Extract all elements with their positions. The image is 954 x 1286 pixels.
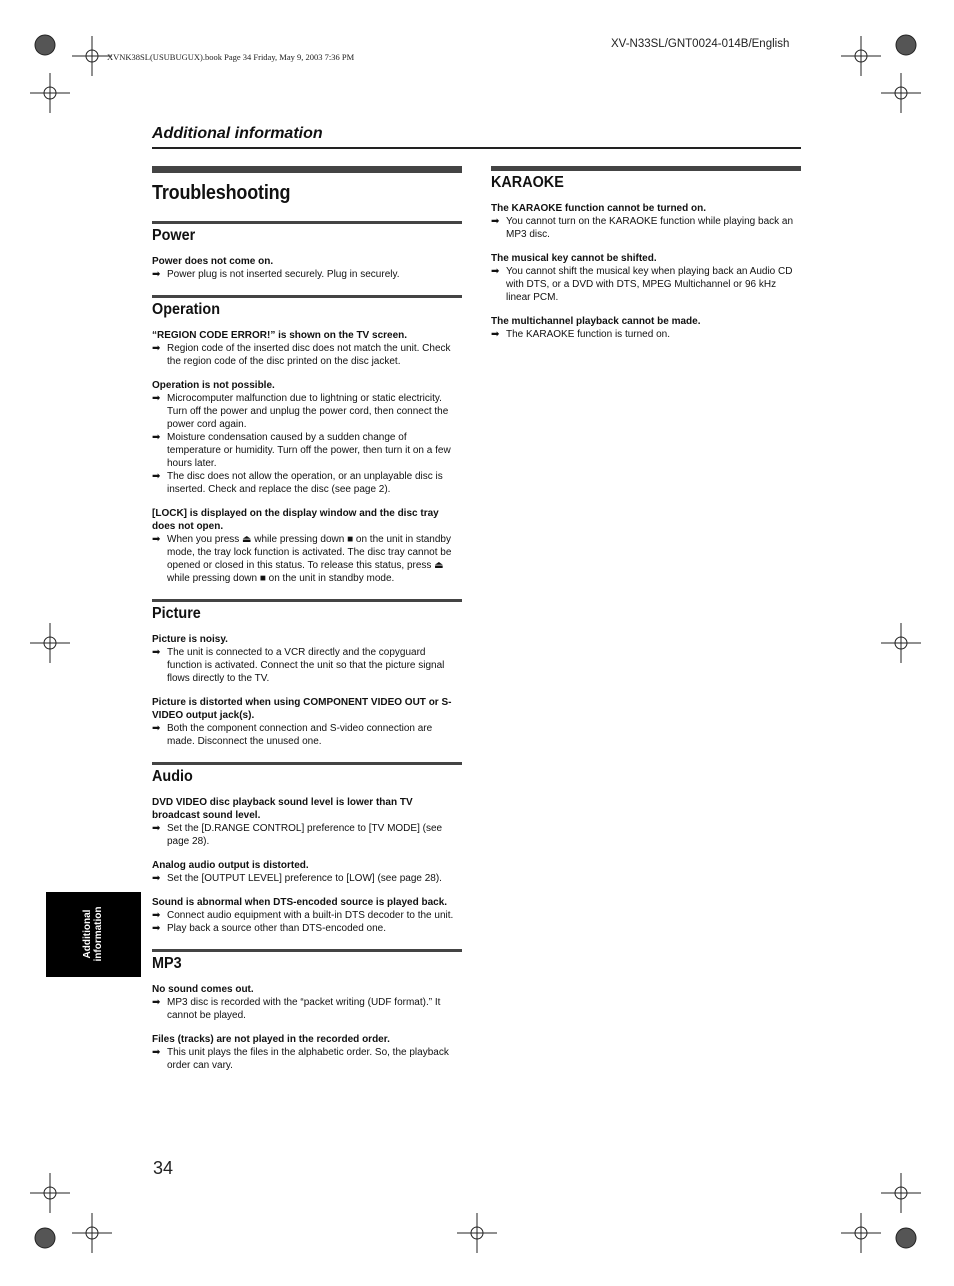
remedy-text: Play back a source other than DTS-encoded one. [167,923,387,934]
symptom-text: Operation is not possible. [152,380,275,391]
document-code: XV-N33SL/GNT0024-014B/English [611,38,790,50]
remedy-text: When you press ⏏ while pressing down ■ on the unit in standby mode, the tray lock function is activated. The disc tray cannot be opened or closed in this status. To release this status, press ⏏ while pressing down ■ on the unit in standby mode. [167,534,452,584]
symptom-text: Sound is abnormal when DTS-encoded source is played back. [152,897,448,908]
troubleshooting-item [491,315,801,341]
title-bar [152,166,462,173]
section-heading: Power [152,227,196,244]
symptom-text: No sound comes out. [152,984,254,995]
remedy-text: Set the [D.RANGE CONTROL] preference to [TV MODE] (see page 28). [167,823,443,847]
arrow-right-icon: ➡ [152,647,161,658]
troubleshooting-item [152,696,462,748]
section-rule [152,949,462,952]
arrow-right-icon: ➡ [152,923,161,934]
symptom-text: “REGION CODE ERROR!” is shown on the TV screen. [152,330,408,341]
registration-mark-icon [886,25,926,65]
remedy-line [152,470,462,496]
section-power [152,221,462,281]
remedy-line [152,646,462,685]
side-tab-label [82,907,104,962]
side-tab-line: Additional [82,909,93,959]
troubleshooting-item [152,896,462,935]
remedy-text: You cannot turn on the KARAOKE function while playing back an MP3 disc. [506,216,794,240]
crosshair-mark-icon [72,36,112,76]
symptom-text: Picture is noisy. [152,634,228,645]
registration-mark-icon [886,1218,926,1258]
registration-mark-icon [25,25,65,65]
troubleshooting-item [491,252,801,304]
remedy-text: The KARAOKE function is turned on. [506,329,670,340]
remedy-text: The unit is connected to a VCR directly and the copyguard function is activated. Connect the unit so that the picture signal flows directly to the TV. [167,647,445,684]
crosshair-mark-icon [30,73,70,113]
arrow-right-icon: ➡ [152,723,161,734]
side-tab [46,892,141,977]
symptom-text: Power does not come on. [152,256,274,267]
arrow-right-icon: ➡ [152,1047,161,1058]
chapter-header: Additional information [152,125,323,142]
crosshair-mark-icon [841,36,881,76]
troubleshooting-item [152,507,462,585]
symptom-text: The multichannel playback cannot be made. [491,316,701,327]
section-rule [152,295,462,298]
registration-mark-icon [25,1218,65,1258]
remedy-line [491,265,801,304]
remedy-text: Region code of the inserted disc does not match the unit. Check the region code of the disc printed on the disc jacket. [167,343,451,367]
remedy-text: Connect audio equipment with a built-in DTS decoder to the unit. [167,910,454,921]
arrow-right-icon: ➡ [152,432,161,443]
page-title: Troubleshooting [152,182,291,204]
remedy-text: MP3 disc is recorded with the “packet writing (UDF format).” It cannot be played. [167,997,441,1021]
troubleshooting-item [152,255,462,281]
remedy-text: The disc does not allow the operation, or an unplayable disc is inserted. Check and replace the disc (see page 2). [167,471,443,495]
remedy-line [152,392,462,431]
section-rule [491,166,801,171]
crosshair-mark-icon [881,623,921,663]
troubleshooting-item [491,202,801,241]
section-rule [152,221,462,224]
remedy-line [152,533,462,585]
remedy-text: Power plug is not inserted securely. Plug in securely. [167,269,400,280]
remedy-line [152,722,462,748]
remedy-line [491,328,801,341]
remedy-line [491,215,801,241]
symptom-text: Picture is distorted when using COMPONENT VIDEO OUT or S-VIDEO output jack(s). [152,697,452,721]
symptom-text: [LOCK] is displayed on the display window and the disc tray does not open. [152,508,439,532]
crosshair-mark-icon [881,1173,921,1213]
remedy-text: You cannot shift the musical key when playing back an Audio CD with DTS, or a DVD with DTS, MPEG Multichannel or 96 kHz linear PCM. [506,266,793,303]
symptom-text: The KARAOKE function cannot be turned on. [491,203,706,214]
troubleshooting-item [152,633,462,685]
remedy-line [152,872,462,885]
print-file-line: XVNK38SL(USUBUGUX).book Page 34 Friday, May 9, 2003 7:36 PM [107,52,355,62]
arrow-right-icon: ➡ [152,997,161,1008]
arrow-right-icon: ➡ [152,873,161,884]
crosshair-mark-icon [72,1213,112,1253]
remedy-line [152,822,462,848]
arrow-right-icon: ➡ [152,269,161,280]
section-heading: KARAOKE [491,174,564,191]
right-column [491,166,801,355]
left-sections [152,221,462,1072]
section-operation [152,295,462,585]
header-rule [152,147,801,149]
right-sections [491,166,801,341]
crosshair-mark-icon [881,73,921,113]
left-column [152,166,462,1086]
section-rule [152,762,462,765]
section-heading: Operation [152,301,221,318]
section-heading: Audio [152,768,193,785]
remedy-text: Set the [OUTPUT LEVEL] preference to [LOW] (see page 28). [167,873,442,884]
symptom-text: Files (tracks) are not played in the recorded order. [152,1034,390,1045]
remedy-line [152,909,462,922]
page-number: 34 [153,1158,174,1178]
arrow-right-icon: ➡ [491,329,500,340]
symptom-text: The musical key cannot be shifted. [491,253,657,264]
section-heading: MP3 [152,955,182,972]
remedy-line [152,922,462,935]
arrow-right-icon: ➡ [152,534,161,545]
arrow-right-icon: ➡ [152,343,161,354]
remedy-line [152,342,462,368]
remedy-line [152,431,462,470]
symptom-text: DVD VIDEO disc playback sound level is lower than TV broadcast sound level. [152,797,413,821]
arrow-right-icon: ➡ [152,910,161,921]
remedy-text: This unit plays the files in the alphabetic order. So, the playback order can vary. [167,1047,449,1071]
troubleshooting-item [152,859,462,885]
crosshair-mark-icon [457,1213,497,1253]
section-mp3 [152,949,462,1072]
remedy-line [152,268,462,281]
section-heading: Picture [152,605,201,622]
troubleshooting-item [152,379,462,496]
arrow-right-icon: ➡ [152,471,161,482]
section-karaoke [491,166,801,341]
section-audio [152,762,462,935]
remedy-line [152,996,462,1022]
section-rule [152,599,462,602]
symptom-text: Analog audio output is distorted. [152,860,309,871]
crosshair-mark-icon [30,623,70,663]
crosshair-mark-icon [30,1173,70,1213]
arrow-right-icon: ➡ [491,266,500,277]
troubleshooting-item [152,329,462,368]
section-picture [152,599,462,748]
arrow-right-icon: ➡ [152,823,161,834]
remedy-text: Microcomputer malfunction due to lightning or static electricity. Turn off the power and unplug the power cord, then connect the power cord again. [167,393,449,430]
remedy-line [152,1046,462,1072]
side-tab-line: information [93,906,104,962]
arrow-right-icon: ➡ [152,393,161,404]
arrow-right-icon: ➡ [491,216,500,227]
troubleshooting-item [152,1033,462,1072]
troubleshooting-item [152,796,462,848]
crosshair-mark-icon [841,1213,881,1253]
troubleshooting-item [152,983,462,1022]
remedy-text: Moisture condensation caused by a sudden change of temperature or humidity. Turn off the power, then turn it on a few hours later. [167,432,451,469]
remedy-text: Both the component connection and S-video connection are made. Disconnect the unused one. [167,723,433,747]
